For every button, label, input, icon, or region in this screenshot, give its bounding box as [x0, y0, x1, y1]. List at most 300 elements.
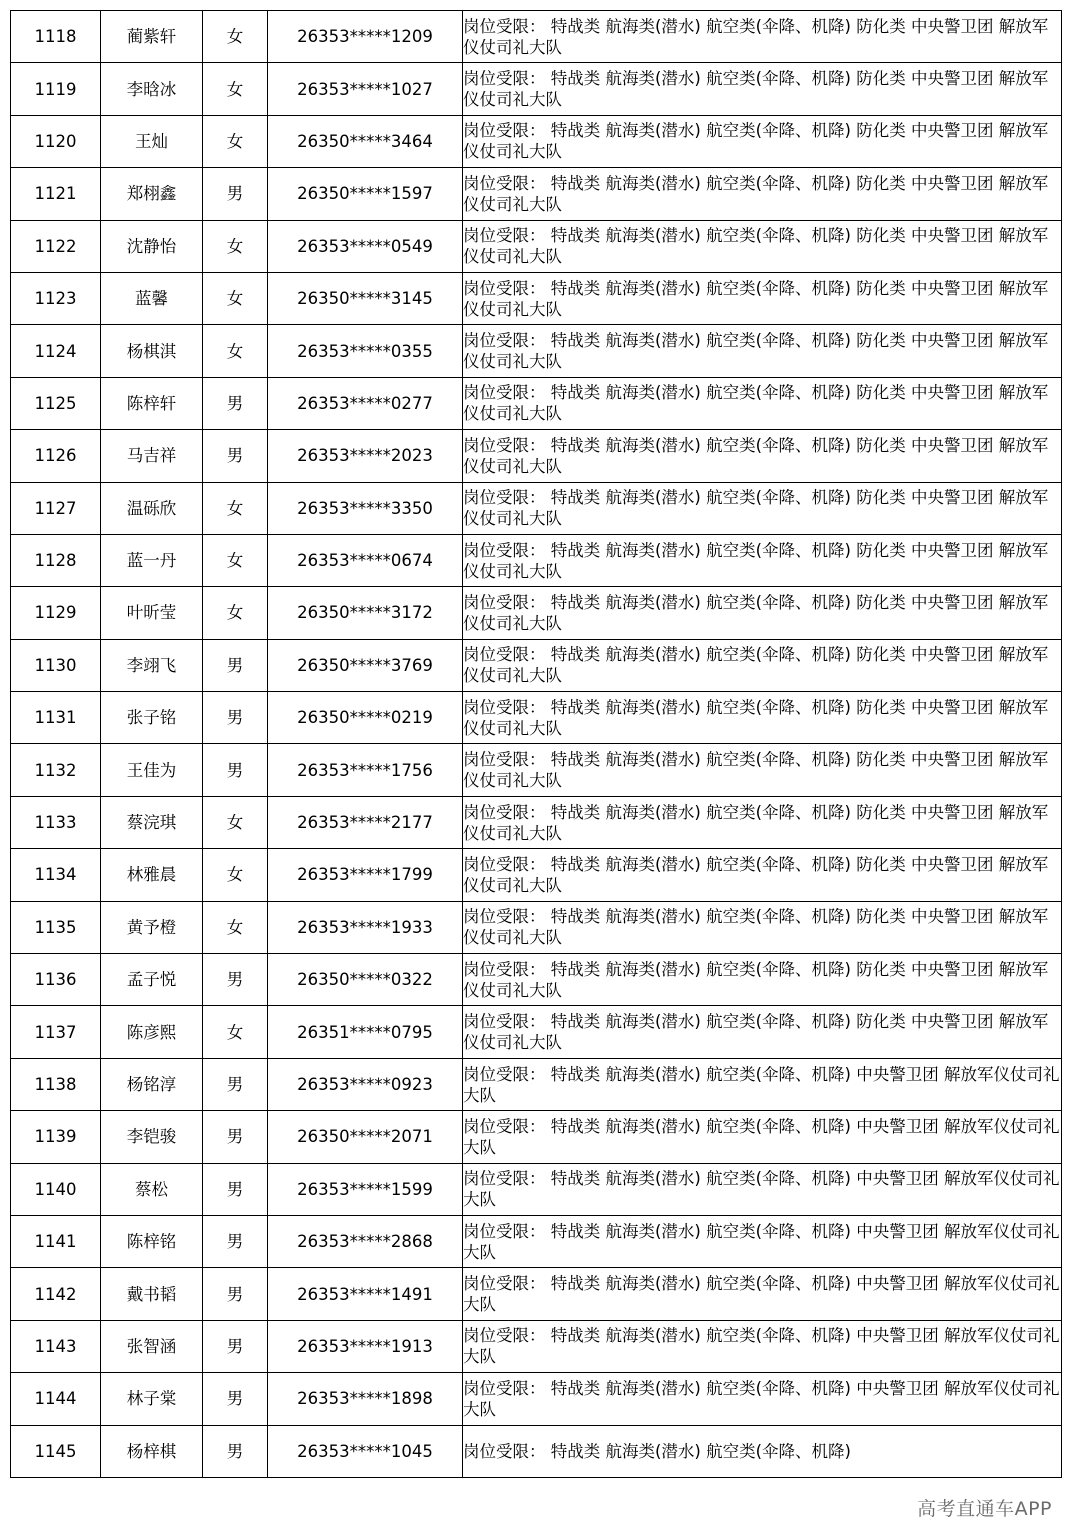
exam-id-text: 26353*****1898 [297, 1389, 433, 1409]
exam-id-text: 26353*****2868 [297, 1232, 433, 1252]
restriction-note [463, 272, 1062, 324]
student-name [101, 1058, 203, 1110]
row-number-text: 1122 [34, 236, 77, 256]
student-name-text: 张子铭 [126, 708, 177, 728]
restriction-note-text: 岗位受限： 特战类 航海类(潜水) 航空类(伞降、机降) 防化类 中央警卫团 解放军仪仗司礼大队 [463, 488, 1049, 529]
exam-id [268, 325, 463, 377]
exam-id [268, 901, 463, 953]
gender-cell [203, 220, 268, 272]
exam-id [268, 1215, 463, 1267]
table-row [11, 220, 1062, 272]
row-number [11, 639, 101, 691]
gender-cell-text: 女 [226, 341, 244, 361]
exam-id-text: 26350*****0322 [297, 970, 433, 990]
row-number-text: 1129 [34, 603, 77, 623]
row-number-text: 1137 [34, 1022, 77, 1042]
table-row [11, 272, 1062, 324]
exam-id [268, 1268, 463, 1320]
gender-cell-text: 女 [226, 865, 244, 885]
row-number-text: 1123 [34, 289, 77, 309]
student-name [101, 849, 203, 901]
row-number-text: 1145 [34, 1441, 77, 1461]
row-number-text: 1135 [34, 917, 77, 937]
student-name [101, 1006, 203, 1058]
exam-id-text: 26353*****1933 [297, 917, 433, 937]
exam-id [268, 639, 463, 691]
student-name-text: 杨梓棋 [126, 1441, 177, 1461]
row-number [11, 901, 101, 953]
exam-id [268, 430, 463, 482]
row-number [11, 1163, 101, 1215]
exam-id [268, 1320, 463, 1372]
restriction-note [463, 430, 1062, 482]
student-name [101, 11, 203, 63]
student-name-text: 杨铭淳 [126, 1075, 177, 1094]
table-row [11, 1111, 1062, 1163]
restriction-note [463, 168, 1062, 220]
student-name [101, 63, 203, 115]
student-name [101, 1268, 203, 1320]
exam-id [268, 587, 463, 639]
exam-id-text: 26350*****3145 [297, 289, 433, 309]
gender-cell-text: 男 [226, 184, 244, 204]
table-row [11, 1163, 1062, 1215]
restriction-note [463, 1268, 1062, 1320]
exam-id [268, 954, 463, 1006]
restriction-note-text: 岗位受限： 特战类 航海类(潜水) 航空类(伞降、机降) 防化类 中央警卫团 解放军仪仗司礼大队 [463, 435, 1049, 476]
exam-id-text: 26353*****1599 [297, 1179, 433, 1199]
student-name [101, 744, 203, 796]
restriction-note-text: 岗位受限： 特战类 航海类(潜水) 航空类(伞降、机降) [463, 1441, 851, 1461]
exam-id-text: 26353*****1799 [297, 865, 433, 885]
exam-id [268, 796, 463, 848]
exam-id-text: 26353*****2177 [297, 813, 433, 833]
gender-cell [203, 168, 268, 220]
restriction-note-text: 岗位受限： 特战类 航海类(潜水) 航空类(伞降、机降) 防化类 中央警卫团 解放军仪仗司礼大队 [463, 278, 1049, 319]
table-row [11, 1058, 1062, 1110]
restriction-note-text: 岗位受限： 特战类 航海类(潜水) 航空类(伞降、机降) 中央警卫团 解放军仪仗司礼大队 [463, 1169, 1060, 1210]
exam-id [268, 63, 463, 115]
gender-cell [203, 1320, 268, 1372]
restriction-note [463, 954, 1062, 1006]
student-name-text: 黄予橙 [126, 917, 177, 937]
gender-cell [203, 1111, 268, 1163]
exam-id-text: 26351*****0795 [297, 1022, 433, 1042]
exam-id-text: 26350*****3769 [297, 655, 433, 675]
student-name-text: 陈彦熙 [126, 1022, 177, 1042]
gender-cell [203, 11, 268, 63]
restriction-note [463, 1425, 1062, 1477]
row-number-text: 1138 [34, 1075, 77, 1094]
exam-id-text: 26353*****1209 [297, 27, 433, 47]
restriction-note [463, 639, 1062, 691]
restriction-note-text: 岗位受限： 特战类 航海类(潜水) 航空类(伞降、机降) 防化类 中央警卫团 解放军仪仗司礼大队 [463, 69, 1049, 110]
gender-cell-text: 男 [226, 1336, 244, 1356]
row-number-text: 1131 [34, 708, 77, 728]
exam-id-text: 26350*****0219 [297, 708, 433, 728]
table-row [11, 587, 1062, 639]
gender-cell-text: 女 [226, 603, 244, 623]
student-name-text: 张智涵 [126, 1336, 177, 1356]
gender-cell-text: 男 [226, 655, 244, 675]
gender-cell [203, 587, 268, 639]
table-row [11, 11, 1062, 63]
restriction-note-text: 岗位受限： 特战类 航海类(潜水) 航空类(伞降、机降) 防化类 中央警卫团 解放军仪仗司礼大队 [463, 331, 1049, 372]
restriction-note-text: 岗位受限： 特战类 航海类(潜水) 航空类(伞降、机降) 中央警卫团 解放军仪仗司礼大队 [463, 1378, 1060, 1419]
exam-id-text: 26350*****2071 [297, 1127, 433, 1147]
exam-id [268, 744, 463, 796]
row-number [11, 1320, 101, 1372]
exam-id [268, 1163, 463, 1215]
student-name [101, 430, 203, 482]
gender-cell [203, 849, 268, 901]
restriction-note [463, 901, 1062, 953]
student-name [101, 1425, 203, 1477]
student-name [101, 796, 203, 848]
table-row [11, 430, 1062, 482]
gender-cell [203, 115, 268, 167]
student-name-text: 马吉祥 [126, 446, 177, 466]
row-number [11, 534, 101, 586]
table-row [11, 1425, 1062, 1477]
table-row [11, 796, 1062, 848]
restriction-note [463, 377, 1062, 429]
gender-cell-text: 女 [226, 498, 244, 518]
gender-cell-text: 男 [226, 393, 244, 413]
student-name-text: 郑栩鑫 [126, 184, 177, 204]
restriction-note [463, 115, 1062, 167]
restriction-note-text: 岗位受限： 特战类 航海类(潜水) 航空类(伞降、机降) 防化类 中央警卫团 解放军仪仗司礼大队 [463, 121, 1049, 162]
gender-cell [203, 1373, 268, 1425]
gender-cell [203, 534, 268, 586]
restriction-note-text: 岗位受限： 特战类 航海类(潜水) 航空类(伞降、机降) 防化类 中央警卫团 解放军仪仗司礼大队 [463, 540, 1049, 581]
restriction-note [463, 534, 1062, 586]
restriction-note-text: 岗位受限： 特战类 航海类(潜水) 航空类(伞降、机降) 防化类 中央警卫团 解放军仪仗司礼大队 [463, 1012, 1049, 1053]
row-number [11, 849, 101, 901]
row-number-text: 1142 [34, 1284, 77, 1304]
student-name [101, 534, 203, 586]
row-number-text: 1136 [34, 970, 77, 990]
gender-cell-text: 女 [226, 236, 244, 256]
gender-cell-text: 女 [226, 1022, 244, 1042]
row-number [11, 1006, 101, 1058]
restriction-note-text: 岗位受限： 特战类 航海类(潜水) 航空类(伞降、机降) 防化类 中央警卫团 解放军仪仗司礼大队 [463, 645, 1049, 686]
row-number-text: 1124 [34, 341, 77, 361]
student-name [101, 220, 203, 272]
restriction-note [463, 220, 1062, 272]
gender-cell-text: 女 [226, 131, 244, 151]
row-number-text: 1134 [34, 865, 77, 885]
table-row [11, 1373, 1062, 1425]
row-number [11, 272, 101, 324]
exam-id [268, 1006, 463, 1058]
student-name-text: 李翊飞 [126, 655, 177, 675]
restriction-note-text: 岗位受限： 特战类 航海类(潜水) 航空类(伞降、机降) 防化类 中央警卫团 解放军仪仗司礼大队 [463, 697, 1049, 738]
student-name [101, 115, 203, 167]
restriction-note-text: 岗位受限： 特战类 航海类(潜水) 航空类(伞降、机降) 防化类 中央警卫团 解放军仪仗司礼大队 [463, 173, 1049, 214]
table-row [11, 639, 1062, 691]
exam-id-text: 26353*****3350 [297, 498, 433, 518]
row-number [11, 115, 101, 167]
gender-cell [203, 377, 268, 429]
restriction-note-text: 岗位受限： 特战类 航海类(潜水) 航空类(伞降、机降) 防化类 中央警卫团 解放军仪仗司礼大队 [463, 592, 1049, 633]
restriction-note-text: 岗位受限： 特战类 航海类(潜水) 航空类(伞降、机降) 防化类 中央警卫团 解放军仪仗司礼大队 [463, 907, 1049, 948]
restriction-note [463, 482, 1062, 534]
gender-cell [203, 1163, 268, 1215]
student-name-text: 温砾欣 [126, 498, 177, 518]
gender-cell [203, 796, 268, 848]
gender-cell-text: 女 [226, 289, 244, 309]
exam-id-text: 26353*****1491 [297, 1284, 433, 1304]
gender-cell-text: 男 [226, 1284, 244, 1304]
gender-cell [203, 1215, 268, 1267]
table-row [11, 115, 1062, 167]
gender-cell-text: 女 [226, 79, 244, 99]
student-name [101, 272, 203, 324]
restriction-note [463, 796, 1062, 848]
exam-id-text: 26353*****0355 [297, 341, 433, 361]
restriction-note-text: 岗位受限： 特战类 航海类(潜水) 航空类(伞降、机降) 中央警卫团 解放军仪仗司礼大队 [463, 1221, 1060, 1262]
student-name-text: 蓝馨 [135, 289, 168, 309]
row-number-text: 1130 [34, 655, 77, 675]
restriction-note [463, 63, 1062, 115]
exam-id-text: 26353*****0549 [297, 236, 433, 256]
gender-cell-text: 女 [226, 917, 244, 937]
restriction-note-text: 岗位受限： 特战类 航海类(潜水) 航空类(伞降、机降) 防化类 中央警卫团 解放军仪仗司礼大队 [463, 854, 1049, 895]
row-number [11, 796, 101, 848]
row-number [11, 954, 101, 1006]
exam-id [268, 168, 463, 220]
exam-id [268, 377, 463, 429]
student-name-text: 李晗冰 [126, 79, 177, 99]
gender-cell-text: 女 [226, 551, 244, 571]
exam-id [268, 272, 463, 324]
restriction-note-text: 岗位受限： 特战类 航海类(潜水) 航空类(伞降、机降) 防化类 中央警卫团 解放军仪仗司礼大队 [463, 750, 1049, 791]
exam-id [268, 1425, 463, 1477]
exam-id [268, 115, 463, 167]
row-number [11, 744, 101, 796]
exam-id-text: 26350*****1597 [297, 184, 433, 204]
student-name-text: 蔡松 [135, 1179, 168, 1199]
exam-id [268, 220, 463, 272]
gender-cell-text: 男 [226, 760, 244, 780]
restriction-note-text: 岗位受限： 特战类 航海类(潜水) 航空类(伞降、机降) 防化类 中央警卫团 解放军仪仗司礼大队 [463, 226, 1049, 267]
exam-id-text: 26350*****3464 [297, 131, 433, 151]
row-number-text: 1128 [34, 551, 77, 571]
gender-cell-text: 男 [226, 1232, 244, 1252]
gender-cell-text: 女 [226, 27, 244, 47]
restriction-note [463, 1215, 1062, 1267]
gender-cell-text: 男 [226, 1075, 244, 1094]
gender-cell [203, 482, 268, 534]
student-name [101, 692, 203, 744]
exam-id [268, 482, 463, 534]
student-name-text: 蔺紫轩 [126, 27, 177, 47]
restriction-note-text: 岗位受限： 特战类 航海类(潜水) 航空类(伞降、机降) 中央警卫团 解放军仪仗司礼大队 [463, 1326, 1060, 1367]
gender-cell-text: 男 [226, 1179, 244, 1199]
student-name [101, 377, 203, 429]
gender-cell-text: 男 [226, 1441, 244, 1461]
table-row [11, 1006, 1062, 1058]
row-number-text: 1132 [34, 760, 77, 780]
gender-cell-text: 男 [226, 1389, 244, 1409]
restriction-note [463, 1373, 1062, 1425]
row-number [11, 1425, 101, 1477]
row-number [11, 587, 101, 639]
row-number [11, 482, 101, 534]
exam-id-text: 26353*****0277 [297, 393, 433, 413]
restriction-note-text: 岗位受限： 特战类 航海类(潜水) 航空类(伞降、机降) 中央警卫团 解放军仪仗司礼大队 [463, 1116, 1060, 1157]
table-row [11, 744, 1062, 796]
restriction-note [463, 325, 1062, 377]
row-number-text: 1143 [34, 1336, 77, 1356]
gender-cell [203, 325, 268, 377]
row-number-text: 1140 [34, 1179, 77, 1199]
student-name [101, 482, 203, 534]
row-number [11, 1373, 101, 1425]
restriction-note-text: 岗位受限： 特战类 航海类(潜水) 航空类(伞降、机降) 中央警卫团 解放军仪仗司礼大队 [463, 1274, 1060, 1315]
roster-body [11, 11, 1062, 1478]
gender-cell [203, 1006, 268, 1058]
table-row [11, 1268, 1062, 1320]
row-number [11, 325, 101, 377]
exam-id [268, 1111, 463, 1163]
exam-id-text: 26353*****1027 [297, 79, 433, 99]
row-number-text: 1120 [34, 131, 77, 151]
student-name [101, 901, 203, 953]
student-name [101, 1215, 203, 1267]
restriction-note [463, 1006, 1062, 1058]
gender-cell-text: 女 [226, 813, 244, 833]
restriction-note [463, 1320, 1062, 1372]
student-name [101, 325, 203, 377]
student-name-text: 王佳为 [126, 760, 177, 780]
row-number-text: 1118 [34, 27, 77, 47]
exam-id-text: 26353*****1045 [297, 1441, 433, 1461]
row-number [11, 430, 101, 482]
student-name-text: 戴书韬 [126, 1284, 177, 1304]
restriction-note [463, 587, 1062, 639]
exam-id-text: 26353*****0923 [297, 1075, 433, 1094]
row-number [11, 692, 101, 744]
student-name-text: 陈梓铭 [126, 1232, 177, 1252]
student-name-text: 林雅晨 [126, 865, 177, 885]
exam-id-text: 26350*****3172 [297, 603, 433, 623]
student-name [101, 954, 203, 1006]
restriction-note [463, 849, 1062, 901]
row-number-text: 1119 [34, 79, 77, 99]
row-number-text: 1127 [34, 498, 77, 518]
student-name [101, 1163, 203, 1215]
row-number [11, 11, 101, 63]
table-row [11, 325, 1062, 377]
watermark-text: 高考直通车APP [917, 1498, 1052, 1520]
table-row [11, 168, 1062, 220]
student-name [101, 168, 203, 220]
row-number [11, 377, 101, 429]
gender-cell [203, 1425, 268, 1477]
student-name-text: 王灿 [135, 131, 168, 151]
exam-id [268, 534, 463, 586]
row-number-text: 1144 [34, 1389, 77, 1409]
row-number [11, 1215, 101, 1267]
row-number [11, 1268, 101, 1320]
restriction-note-text: 岗位受限： 特战类 航海类(潜水) 航空类(伞降、机降) 防化类 中央警卫团 解放军仪仗司礼大队 [463, 383, 1049, 424]
student-name [101, 1320, 203, 1372]
restriction-note [463, 11, 1062, 63]
table-row [11, 534, 1062, 586]
row-number [11, 220, 101, 272]
gender-cell-text: 男 [226, 708, 244, 728]
gender-cell [203, 63, 268, 115]
exam-id [268, 849, 463, 901]
student-name-text: 杨棋淇 [126, 341, 177, 361]
table-row [11, 1215, 1062, 1267]
row-number [11, 1111, 101, 1163]
restriction-note-text: 岗位受限： 特战类 航海类(潜水) 航空类(伞降、机降) 防化类 中央警卫团 解放军仪仗司礼大队 [463, 16, 1049, 57]
row-number-text: 1141 [34, 1232, 77, 1252]
table-row [11, 63, 1062, 115]
gender-cell-text: 男 [226, 446, 244, 466]
restriction-note [463, 1058, 1062, 1110]
gender-cell [203, 901, 268, 953]
exam-id [268, 1058, 463, 1110]
table-row [11, 954, 1062, 1006]
table-row [11, 1320, 1062, 1372]
student-name-text: 李铠骏 [126, 1127, 177, 1147]
gender-cell [203, 1268, 268, 1320]
gender-cell [203, 1058, 268, 1110]
gender-cell [203, 430, 268, 482]
exam-id [268, 692, 463, 744]
gender-cell [203, 692, 268, 744]
row-number [11, 1058, 101, 1110]
restriction-note-text: 岗位受限： 特战类 航海类(潜水) 航空类(伞降、机降) 中央警卫团 解放军仪仗司礼大队 [463, 1064, 1060, 1105]
table-row [11, 849, 1062, 901]
table-row [11, 901, 1062, 953]
gender-cell [203, 272, 268, 324]
table-row [11, 692, 1062, 744]
student-name [101, 639, 203, 691]
student-name-text: 沈静怡 [126, 236, 177, 256]
gender-cell [203, 744, 268, 796]
student-name [101, 1373, 203, 1425]
row-number-text: 1121 [34, 184, 77, 204]
restriction-note [463, 744, 1062, 796]
restriction-note-text: 岗位受限： 特战类 航海类(潜水) 航空类(伞降、机降) 防化类 中央警卫团 解放军仪仗司礼大队 [463, 802, 1049, 843]
student-name [101, 587, 203, 639]
roster-table [10, 10, 1062, 1478]
exam-id-text: 26353*****1756 [297, 760, 433, 780]
gender-cell-text: 男 [226, 970, 244, 990]
exam-id [268, 1373, 463, 1425]
gender-cell [203, 954, 268, 1006]
row-number-text: 1133 [34, 813, 77, 833]
restriction-note-text: 岗位受限： 特战类 航海类(潜水) 航空类(伞降、机降) 防化类 中央警卫团 解放军仪仗司礼大队 [463, 959, 1049, 1000]
table-row [11, 377, 1062, 429]
row-number-text: 1125 [34, 393, 77, 413]
exam-id [268, 11, 463, 63]
student-name-text: 叶昕莹 [126, 603, 177, 623]
student-name-text: 蓝一丹 [126, 551, 177, 571]
exam-id-text: 26353*****0674 [297, 551, 433, 571]
gender-cell-text: 男 [226, 1127, 244, 1147]
restriction-note [463, 1111, 1062, 1163]
student-name-text: 陈梓轩 [126, 393, 177, 413]
row-number-text: 1126 [34, 446, 77, 466]
student-name-text: 林子棠 [126, 1389, 177, 1409]
restriction-note [463, 1163, 1062, 1215]
